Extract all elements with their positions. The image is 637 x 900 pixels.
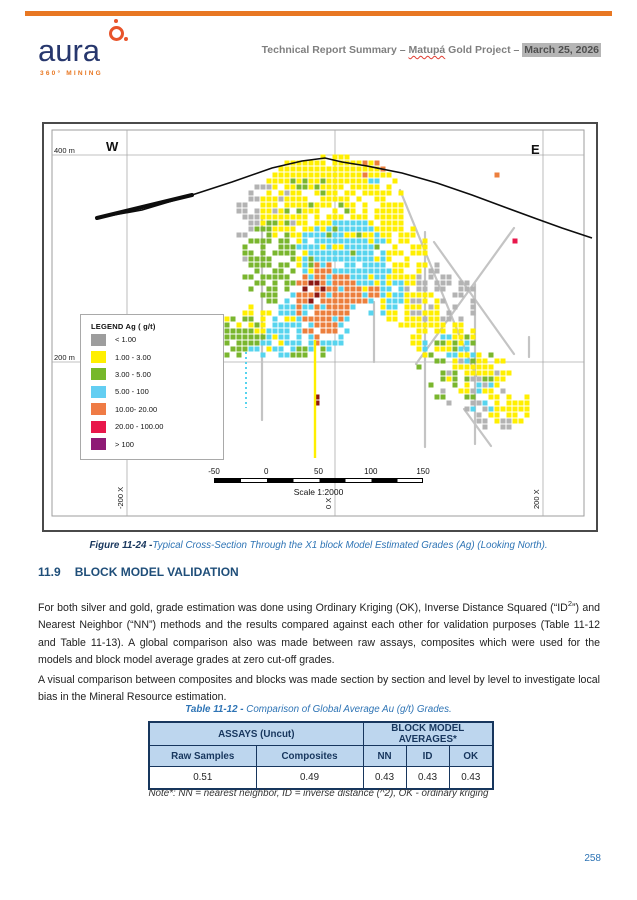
figure-caption-label: Figure 11-24 - xyxy=(89,540,153,551)
report-header-title xyxy=(262,44,601,56)
legend-row xyxy=(91,348,223,365)
logo-ring-icon xyxy=(109,26,124,41)
col-header-raw-samples: Raw Samples xyxy=(149,746,256,767)
legend-swatch xyxy=(91,438,106,450)
figure-legend xyxy=(80,314,224,460)
scale-label: Scale 1:2000 xyxy=(293,487,344,497)
scale-tick: 50 xyxy=(314,467,323,476)
paragraph-1 xyxy=(38,600,600,670)
table-group-header-row xyxy=(149,722,493,746)
col-header-nn: NN xyxy=(363,746,406,767)
page-number: 258 xyxy=(584,853,601,864)
legend-swatch xyxy=(91,334,106,346)
legend-label: < 1.00 xyxy=(115,335,137,345)
x-axis-label-200: 200 X xyxy=(532,489,541,509)
table-caption-label: Table 11-12 - xyxy=(185,704,244,715)
section-title: BLOCK MODEL VALIDATION xyxy=(74,565,239,579)
legend-label: 3.00 - 5.00 xyxy=(115,369,151,379)
figure-caption xyxy=(0,540,637,551)
table-note: Note*: NN = nearest neighbor, ID = inverse distance (^2), OK - ordinary kriging xyxy=(148,788,489,799)
group-header-assays: ASSAYS (Uncut) xyxy=(149,722,363,746)
legend-swatch xyxy=(91,368,106,380)
elevation-label-200m: 200 m xyxy=(54,353,75,362)
legend-row xyxy=(91,366,223,383)
aura-logo xyxy=(38,33,178,86)
value-raw-samples: 0.51 xyxy=(149,767,256,790)
grade-comparison-table xyxy=(148,721,494,790)
section-number: 11.9 xyxy=(38,565,61,579)
legend-label: 1.00 - 3.00 xyxy=(115,352,151,362)
figure-caption-text: Typical Cross-Section Through the X1 block Model Estimated Grades (Ag) (Looking North). xyxy=(152,540,548,551)
legend-swatch xyxy=(91,351,106,363)
value-nn: 0.43 xyxy=(363,767,406,790)
logo-dot-icon xyxy=(114,19,118,23)
header-title-part2: Gold Project – xyxy=(445,44,523,56)
paragraph-1-superscript: 2 xyxy=(567,598,572,608)
legend-swatch xyxy=(91,403,106,415)
cross-section-figure xyxy=(42,122,598,532)
paragraph-1-text-b: ”) and Nearest Neighbor (“NN”) methods and the results compared against each other for validation purposes (Table 11-12 and Table 11-13). A global comparison also was made between raw assays, composites which were used for the models and block model average grades at zero cut-off grades. xyxy=(38,601,600,667)
legend-row xyxy=(91,331,223,348)
paragraph-1-text-a: For both silver and gold, grade estimation was done using Ordinary Kriging (OK), Inverse Distance Squared (“ID xyxy=(38,601,568,614)
paragraph-2: A visual comparison between composites and blocks was made section by section and level by level to investigate local bias in the Mineral Resource estimation. xyxy=(38,673,600,704)
scale-tick: 150 xyxy=(416,467,430,476)
table-value-row xyxy=(149,767,493,790)
col-header-id: ID xyxy=(406,746,449,767)
scale-tick: 100 xyxy=(364,467,378,476)
legend-row xyxy=(91,383,223,400)
scale-tick: 0 xyxy=(264,467,269,476)
scale-bar xyxy=(214,478,423,483)
value-id: 0.43 xyxy=(406,767,449,790)
section-heading xyxy=(38,565,239,579)
logo-tagline: 360° MINING xyxy=(40,70,103,77)
legend-label: 5.00 - 100 xyxy=(115,387,149,397)
header-accent-bar xyxy=(25,11,612,16)
col-header-composites: Composites xyxy=(256,746,363,767)
table-caption-text: Comparison of Global Average Au (g/t) Grades. xyxy=(243,704,452,715)
x-axis-label-0: 0 X xyxy=(324,497,333,509)
value-ok: 0.43 xyxy=(449,767,493,790)
legend-swatch xyxy=(91,386,106,398)
west-label: W xyxy=(106,139,119,154)
table-caption xyxy=(0,704,637,715)
header-title-part1: Technical Report Summary – xyxy=(261,44,409,56)
legend-rows xyxy=(91,331,223,453)
col-header-ok: OK xyxy=(449,746,493,767)
logo-period-icon xyxy=(124,37,128,41)
block-cells xyxy=(213,155,530,430)
header-title-date-highlight: March 25, 2026 xyxy=(524,44,599,56)
legend-row xyxy=(91,435,223,452)
legend-label: 20.00 - 100.00 xyxy=(115,422,164,432)
group-header-block-model: BLOCK MODEL AVERAGES* xyxy=(363,722,493,746)
legend-title: LEGEND Ag ( g/t) xyxy=(91,322,156,331)
legend-row xyxy=(91,401,223,418)
scale-tick: -50 xyxy=(208,467,220,476)
header-title-matupa: Matupá xyxy=(408,44,446,56)
value-composites: 0.49 xyxy=(256,767,363,790)
legend-label: 10.00- 20.00 xyxy=(115,404,158,414)
east-label: E xyxy=(531,142,540,157)
legend-label: > 100 xyxy=(115,439,134,449)
legend-swatch xyxy=(91,421,106,433)
scale-bar-group xyxy=(208,467,430,501)
x-axis-label-neg200: -200 X xyxy=(116,486,125,509)
elevation-label-400m: 400 m xyxy=(54,146,75,155)
aura-logo-text: aura xyxy=(38,33,101,68)
legend-row xyxy=(91,418,223,435)
table-column-header-row xyxy=(149,746,493,767)
